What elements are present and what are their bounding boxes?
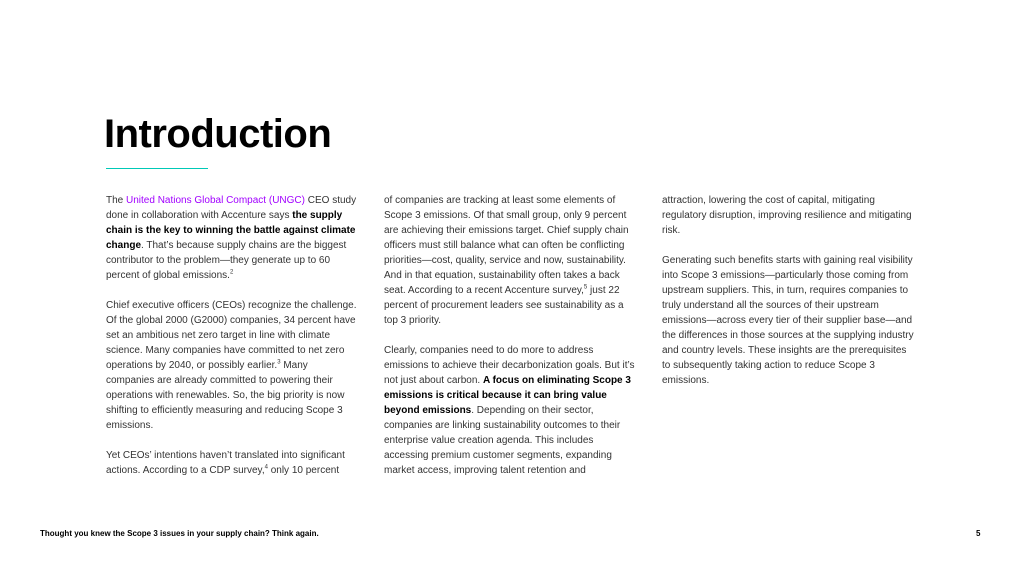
text-run: Yet CEOs’ intentions haven’t translated into significant actions. According to a CDP survey, (106, 450, 345, 476)
text-run: CEO study done in collaboration with Accenture says (106, 195, 357, 221)
footer-text: Thought you knew the Scope 3 issues in your supply chain? Think again. (40, 529, 319, 538)
footnote-ref: 2 (229, 269, 234, 276)
text-run: . That’s because supply chains are the biggest contributor to the problem—they generate up to 60 percent of global emissions. (106, 240, 347, 281)
text-run: Many companies are already committed to powering their operations with renewables. So, the big priority is now shifting to efficiently measuring and reducing Scope 3 emissions. (106, 360, 345, 431)
bold-text: A focus on eliminating Scope 3 emissions is critical because it can bring value beyond emissions (384, 375, 631, 416)
paragraph (384, 343, 636, 478)
paragraph: attraction, lowering the cost of capital, mitigating regulatory disruption, improving resilience and mitigating risk. (662, 195, 912, 236)
paragraph (106, 298, 358, 433)
footnote-ref: 3 (277, 359, 281, 366)
paragraph (384, 193, 636, 328)
paragraph (106, 193, 358, 283)
text-run: of companies are tracking at least some elements of Scope 3 emissions. Of that small group, only 9 percent are achieving their emissions target. Chief supply chain officers must still balance what can often be conflicting priorities—cost, quality, service and now, sustainability. And in that equation, sustainability often takes a back seat. According to a recent Accenture survey, (384, 195, 629, 296)
footnote-ref: 4 (264, 464, 268, 471)
bold-text: the supply chain is the key to winning the battle against climate change (106, 210, 356, 251)
text-column-1 (106, 193, 358, 493)
text-run: . Depending on their sector, companies are linking sustainability outcomes to their enterprise value creation agenda. This includes accessing premium customer segments, expanding market access, improving talent retention and (384, 405, 621, 476)
ungc-link[interactable]: United Nations Global Compact (UNGC) (126, 195, 305, 206)
text-run: only 10 percent (267, 465, 340, 476)
page-number: 5 (976, 529, 981, 538)
text-run: The (106, 195, 127, 206)
text-column-2 (384, 193, 636, 493)
footnote-ref: 5 (583, 284, 588, 291)
text-run: just 22 percent of procurement leaders see sustainability as a top 3 priority. (384, 285, 624, 326)
page-title: Introduction (104, 112, 332, 156)
text-column-3 (662, 193, 914, 403)
text-run: Clearly, companies need to do more to address emissions to achieve their decarbonization goals. But it’s not just about carbon. (384, 345, 635, 386)
text-run: Chief executive officers (CEOs) recognize the challenge. Of the global 2000 (G2000) companies, 34 percent have set an ambitious net zero target in line with climate science. Many companies have committed to net zero operations by 2040, or possibly earlier. (106, 300, 357, 371)
paragraph (106, 448, 358, 478)
title-underline (106, 168, 208, 169)
paragraph: Generating such benefits starts with gaining real visibility into Scope 3 emissions—particularly those coming from upstream suppliers. This, in turn, requires companies to truly understand all the sources of their upstream emissions—across every tier of their supplier base—and the differences in those sources at the supplying industry and country levels. These insights are the prerequisites to subsequently taking action to reduce Scope 3 emissions. (662, 255, 914, 386)
